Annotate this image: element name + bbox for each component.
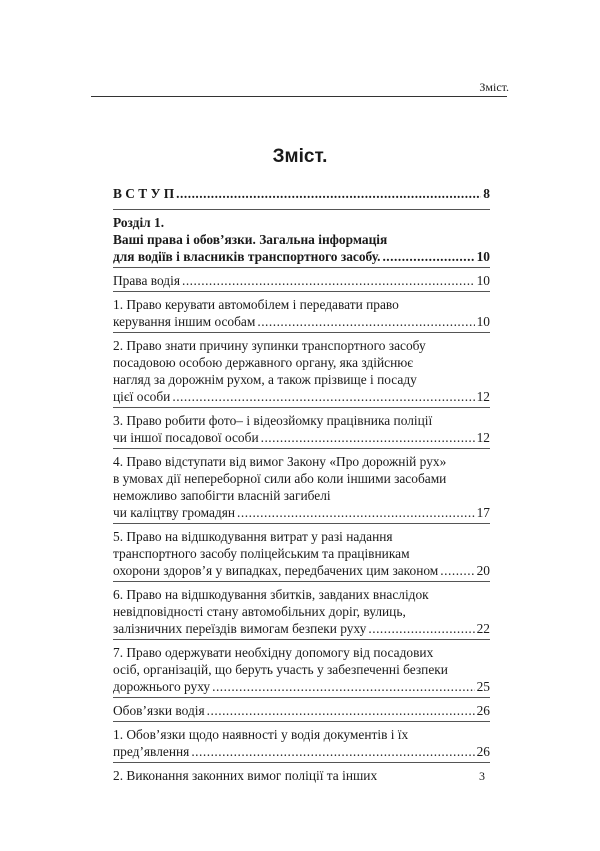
toc-entry-last-line (113, 248, 490, 265)
toc-entry (113, 185, 490, 202)
toc-page-number: 25 (476, 679, 490, 694)
toc-entry (113, 296, 490, 330)
toc-entry (113, 702, 490, 719)
toc-entry-line: 2. Право знати причину зупинки транспортного засобу (113, 338, 426, 353)
toc-entry-title: керування іншим особам (113, 314, 256, 329)
dot-leader (191, 743, 474, 760)
toc-entry-last-line (113, 702, 490, 719)
dot-leader (382, 248, 474, 265)
dot-leader (182, 272, 475, 289)
toc-entry-title: для водіїв і власників транспортного засобу. (113, 249, 381, 264)
toc-divider (113, 407, 490, 408)
toc-entry-line: 1. Обов’язки щодо наявності у водія документів і їх (113, 727, 409, 742)
dot-leader (207, 702, 475, 719)
toc-entry-line: Ваші права і обов’язки. Загальна інформація (113, 232, 388, 247)
dot-leader (172, 388, 474, 405)
page-number: 3 (479, 769, 485, 783)
toc-entry-last-line (113, 678, 490, 695)
toc-entry-line: посадовою особою державного органу, яка здійснює (113, 355, 413, 370)
toc-entry-line: 4. Право відступати від вимог Закону «Про дорожній рух» (113, 454, 447, 469)
toc-entry-last-line (113, 562, 490, 579)
header-rule (91, 96, 507, 97)
toc-entry (113, 726, 490, 760)
toc-entry-line: осіб, організацій, що беруть участь у забезпеченні безпеки (113, 662, 448, 677)
toc-entry (113, 214, 490, 265)
toc-divider (113, 523, 490, 524)
toc-entry-title: залізничних переїздів вимогам безпеки руху (113, 621, 367, 636)
toc-divider (113, 209, 490, 210)
dot-leader (257, 313, 474, 330)
toc-page-number: 10 (476, 273, 490, 288)
toc-divider (113, 448, 490, 449)
toc-divider (113, 332, 490, 333)
dot-leader (368, 620, 474, 637)
dot-leader (440, 562, 474, 579)
toc-entry-last-line (113, 313, 490, 330)
toc-entry-last-line (113, 743, 490, 760)
toc-entry-line: в умовах дії непереборної сили або коли іншими засобами (113, 471, 447, 486)
toc-divider (113, 267, 490, 268)
toc-entry-title: цієї особи (113, 389, 171, 404)
dot-leader (261, 429, 475, 446)
toc-entry (113, 453, 490, 521)
toc-entry-last-line (113, 504, 490, 521)
toc-entry-title: чи каліцтву громадян (113, 505, 236, 520)
toc-entry-line: невідповідності стану автомобільних доріг, вулиць, (113, 604, 406, 619)
toc-page-number: 26 (476, 703, 490, 718)
running-head: Зміст. (479, 80, 509, 94)
toc-entry-title: Права водія (113, 273, 180, 288)
toc-divider (113, 721, 490, 722)
toc-divider (113, 762, 490, 763)
toc-entry-last-line (113, 388, 490, 405)
toc-entry-line: 6. Право на відшкодування збитків, завданих внаслідок (113, 587, 429, 602)
toc-divider (113, 639, 490, 640)
toc-page-number: 22 (476, 621, 490, 636)
toc-entry-title: охорони здоров’я у випадках, передбачених цим законом (113, 563, 439, 578)
toc-entry (113, 644, 490, 695)
toc-entry-title: пред’явлення (113, 744, 190, 759)
toc-entry-line: 5. Право на відшкодування витрат у разі надання (113, 529, 393, 544)
dot-leader (237, 504, 475, 521)
toc-entry-title: 2. Виконання законних вимог поліції та інших (113, 768, 378, 783)
toc-divider (113, 697, 490, 698)
table-of-contents (113, 185, 490, 784)
toc-entry-last-line (113, 185, 490, 202)
toc-entry-last-line (113, 429, 490, 446)
toc-page-number: 20 (476, 563, 490, 578)
toc-divider (113, 581, 490, 582)
page-title: Зміст. (272, 146, 328, 167)
toc-entry-title: В С Т У П (113, 186, 175, 201)
toc-entry-line: нагляд за дорожнім рухом, а також прізвище і посаду (113, 372, 417, 387)
toc-entry-last-line (113, 620, 490, 637)
toc-entry-line: транспортного засобу поліцейським та працівникам (113, 546, 410, 561)
toc-entry-title: чи іншої посадової особи (113, 430, 259, 445)
toc-page-number: 26 (476, 744, 490, 759)
toc-page-number: 12 (476, 389, 490, 404)
toc-divider (113, 291, 490, 292)
toc-entry-line: 7. Право одержувати необхідну допомогу від посадових (113, 645, 434, 660)
toc-entry-title: Обов’язки водія (113, 703, 205, 718)
toc-page-number: 8 (483, 186, 490, 201)
toc-entry-line: 1. Право керувати автомобілем і передавати право (113, 297, 399, 312)
toc-entry-last-line (113, 272, 490, 289)
toc-entry-line: неможливо запобігти власній загибелі (113, 488, 331, 503)
toc-entry (113, 586, 490, 637)
toc-entry-title: дорожнього руху (113, 679, 211, 694)
toc-page-number: 17 (476, 505, 490, 520)
dot-leader (176, 185, 481, 202)
toc-entry (113, 412, 490, 446)
toc-entry (113, 272, 490, 289)
toc-page-number: 12 (476, 430, 490, 445)
toc-entry (113, 528, 490, 579)
toc-entry-line: Розділ 1. (113, 215, 165, 230)
dot-leader (212, 678, 475, 695)
toc-entry-line: 3. Право робити фото– і відеозйомку працівника поліції (113, 413, 433, 428)
toc-entry (113, 337, 490, 405)
toc-page-number: 10 (476, 249, 490, 264)
toc-page-number: 10 (476, 314, 490, 329)
